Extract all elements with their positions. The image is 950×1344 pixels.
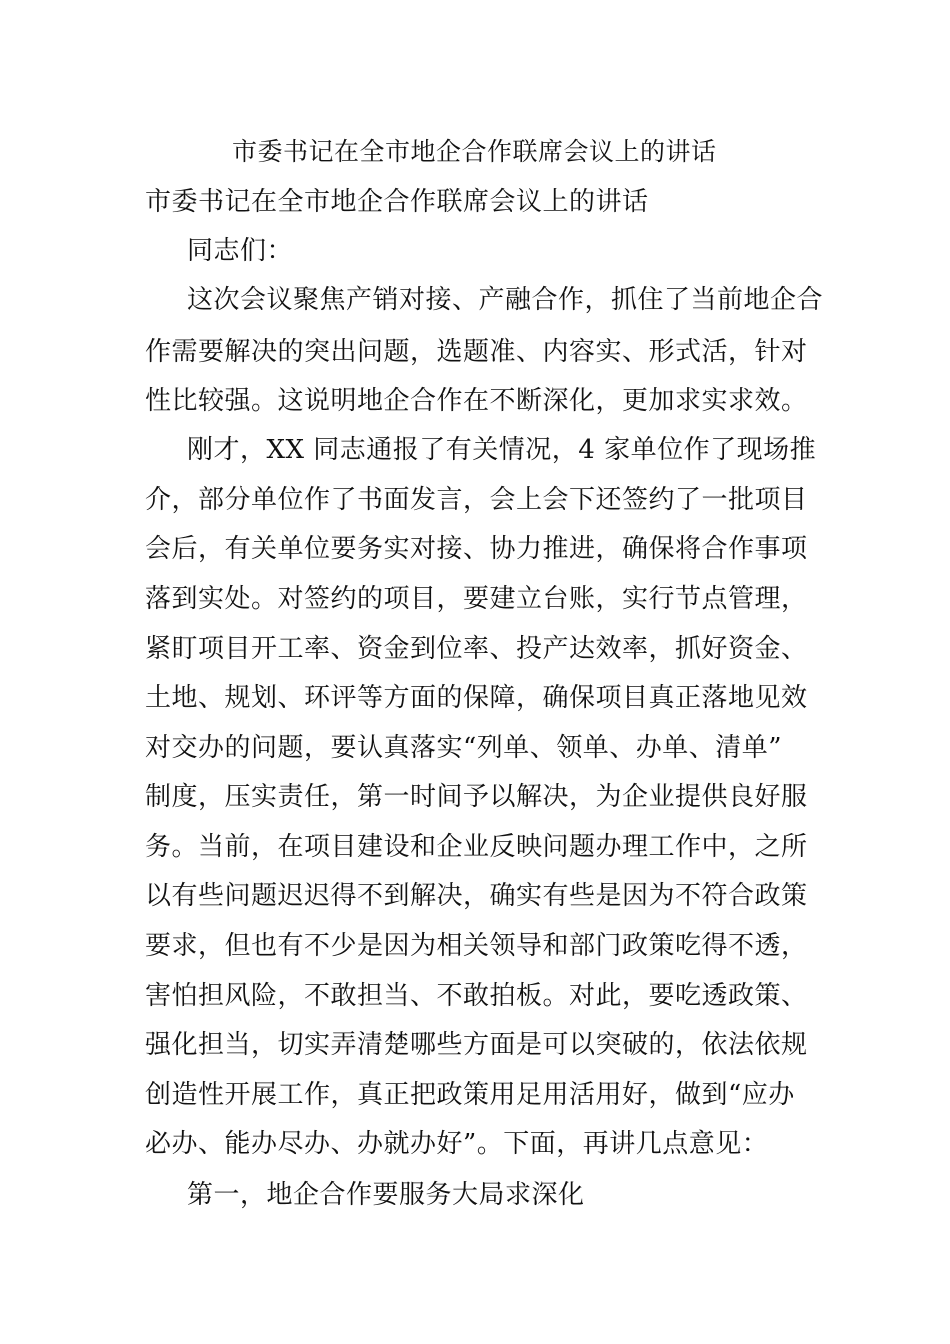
paragraph-line: 制度，压实责任，第一时间予以解决，为企业提供良好服	[145, 782, 808, 812]
paragraph-line: 紧盯项目开工率、资金到位率、投产达效率，抓好资金、	[145, 634, 808, 664]
section-heading: 第一，地企合作要服务大局求深化	[187, 1180, 585, 1210]
salutation: 同志们：	[187, 236, 294, 266]
document-subtitle: 市委书记在全市地企合作联席会议上的讲话	[145, 187, 649, 217]
paragraph-line: 作需要解决的突出问题，选题准、内容实、形式活，针对	[145, 337, 808, 367]
paragraph-line: 介，部分单位作了书面发言，会上会下还签约了一批项目	[145, 485, 808, 515]
document-title: 市委书记在全市地企合作联席会议上的讲话	[232, 137, 717, 166]
paragraph-line: 性比较强。这说明地企合作在不断深化，更加求实求效。	[145, 386, 808, 416]
paragraph-line: 创造性开展工作，真正把政策用足用活用好，做到“应办	[145, 1080, 795, 1110]
paragraph-line: 这次会议聚焦产销对接、产融合作，抓住了当前地企合	[187, 285, 824, 315]
paragraph-line: 落到实处。对签约的项目，要建立台账，实行节点管理，	[145, 584, 808, 614]
paragraph-line: 刚才，XX 同志通报了有关情况，4 家单位作了现场推	[187, 435, 817, 465]
paragraph-line: 土地、规划、环评等方面的保障，确保项目真正落地见效	[145, 683, 808, 713]
paragraph-line: 害怕担风险，不敢担当、不敢拍板。对此，要吃透政策、	[145, 981, 808, 1011]
paragraph-line: 要求，但也有不少是因为相关领导和部门政策吃得不透，	[145, 931, 808, 961]
paragraph-line: 强化担当，切实弄清楚哪些方面是可以突破的，依法依规	[145, 1030, 808, 1060]
paragraph-line: 必办、能办尽办、办就办好”。下面，再讲几点意见：	[145, 1129, 769, 1159]
paragraph-line: 以有些问题迟迟得不到解决，确实有些是因为不符合政策	[145, 881, 808, 911]
paragraph-line: 对交办的问题，要认真落实“列单、领单、办单、清单”	[145, 733, 783, 763]
paragraph-line: 会后，有关单位要务实对接、协力推进，确保将合作事项	[145, 534, 808, 564]
paragraph-line: 务。当前，在项目建设和企业反映问题办理工作中，之所	[145, 832, 808, 862]
